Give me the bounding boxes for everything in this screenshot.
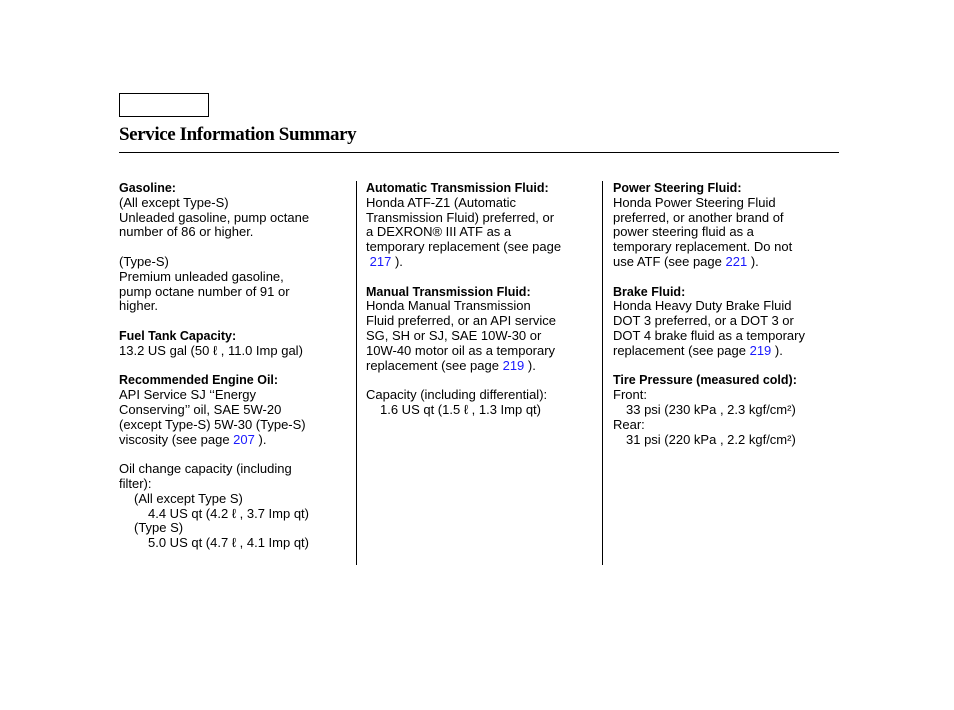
engine-oil-line (119, 433, 347, 448)
mtf-line: Honda Manual Transmission (366, 298, 531, 314)
atf-line: temporary replacement (see page (366, 239, 562, 255)
power-steering-line (613, 255, 841, 270)
column-3 (613, 181, 841, 447)
brake-fluid-section (613, 285, 841, 359)
tire-pressure-line: 33 psi (230 kPa , 2.3 kgf/cm²) (626, 401, 796, 417)
mtf-capacity-section (366, 388, 594, 418)
engine-oil-heading: Recommended Engine Oil: (119, 373, 279, 388)
atf-line: a DEXRON® III ATF as a (366, 224, 512, 240)
oil-capacity-line: Oil change capacity (including (119, 461, 292, 477)
gasoline-line: higher. (119, 298, 159, 314)
atf-section (366, 181, 594, 270)
engine-oil-section (119, 373, 347, 447)
page-title: Service Information Summary (119, 124, 357, 145)
title-rule (119, 152, 839, 153)
gasoline-line: number of 86 or higher. (119, 224, 254, 240)
atf-text: ). (391, 253, 403, 269)
mtf-section (366, 285, 594, 374)
brake-fluid-text: replacement (see page (613, 342, 750, 358)
mtf-line: 10W-40 motor oil as a temporary (366, 342, 556, 358)
gasoline-line: Premium unleaded gasoline, (119, 268, 284, 284)
engine-oil-line: API Service SJ ‘‘Energy (119, 387, 257, 403)
page-link-221[interactable]: 221 (725, 253, 748, 269)
spacer (119, 240, 347, 255)
fuel-tank-heading: Fuel Tank Capacity: (119, 328, 237, 343)
gasoline-heading: Gasoline: (119, 181, 176, 195)
power-steering-line: Honda Power Steering Fluid (613, 194, 776, 210)
oil-capacity-line: 5.0 US qt (4.7 ℓ , 4.1 Imp qt) (148, 535, 309, 551)
mtf-line: Fluid preferred, or an API service (366, 313, 557, 329)
tire-pressure-heading: Tire Pressure (measured cold): (613, 373, 797, 388)
oil-capacity-line: (Type S) (134, 520, 184, 536)
brake-fluid-line: DOT 3 preferred, or a DOT 3 or (613, 313, 794, 329)
column-2 (366, 181, 594, 418)
power-steering-line: preferred, or another brand of (613, 209, 784, 225)
mtf-text: ). (524, 357, 536, 373)
atf-line: Honda ATF-Z1 (Automatic (366, 194, 517, 210)
power-steering-section (613, 181, 841, 270)
column-divider-2 (602, 181, 603, 565)
tire-pressure-line: Rear: (613, 416, 645, 432)
mtf-capacity-line: 1.6 US qt (1.5 ℓ , 1.3 Imp qt) (380, 401, 541, 417)
brake-fluid-text: ). (771, 342, 783, 358)
nav-box[interactable] (119, 93, 209, 117)
gasoline-line: (All except Type-S) (119, 194, 229, 210)
column-divider-1 (356, 181, 357, 565)
page-link-219[interactable]: 219 (749, 342, 772, 358)
gasoline-line: pump octane number of 91 or (119, 283, 290, 299)
fuel-tank-line: 13.2 US gal (50 ℓ , 11.0 Imp gal) (119, 342, 303, 358)
engine-oil-text: viscosity (see page (119, 431, 234, 447)
gasoline-section (119, 181, 347, 314)
power-steering-heading: Power Steering Fluid: (613, 181, 742, 195)
gasoline-line: Unleaded gasoline, pump octane (119, 209, 310, 225)
power-steering-line: power steering fluid as a (613, 224, 754, 240)
mtf-capacity-line: Capacity (including differential): (366, 387, 548, 403)
page-link-207[interactable]: 207 (233, 431, 255, 447)
atf-line (366, 255, 594, 270)
tire-pressure-section (613, 373, 841, 447)
engine-oil-line: (except Type-S) 5W-30 (Type-S) (119, 416, 306, 432)
oil-capacity-section (119, 462, 347, 551)
oil-capacity-line: (All except Type S) (134, 490, 243, 506)
brake-fluid-line (613, 344, 841, 359)
column-1 (119, 181, 347, 551)
atf-line: Transmission Fluid) preferred, or (366, 209, 555, 225)
brake-fluid-line: Honda Heavy Duty Brake Fluid (613, 298, 792, 314)
page-link-219[interactable]: 219 (502, 357, 525, 373)
tire-pressure-line: 31 psi (220 kPa , 2.2 kgf/cm²) (626, 431, 796, 447)
brake-fluid-heading: Brake Fluid: (613, 284, 686, 299)
power-steering-line: temporary replacement. Do not (613, 239, 793, 255)
engine-oil-line: Conserving’’ oil, SAE 5W-20 (119, 401, 282, 417)
power-steering-text: use ATF (see page (613, 253, 726, 269)
fuel-tank-section (119, 329, 347, 359)
engine-oil-text: ). (254, 431, 267, 447)
power-steering-text: ). (747, 253, 759, 269)
gasoline-line: (Type-S) (119, 253, 169, 269)
oil-capacity-line: 4.4 US qt (4.2 ℓ , 3.7 Imp qt) (148, 505, 309, 521)
mtf-text: replacement (see page (366, 357, 503, 373)
atf-heading: Automatic Transmission Fluid: (366, 181, 549, 195)
mtf-line: SG, SH or SJ, SAE 10W-30 or (366, 327, 542, 343)
mtf-heading: Manual Transmission Fluid: (366, 284, 531, 299)
mtf-line (366, 359, 594, 374)
brake-fluid-line: DOT 4 brake fluid as a temporary (613, 327, 805, 343)
page-link-217[interactable]: 217 (369, 253, 392, 269)
tire-pressure-line: Front: (613, 387, 647, 403)
oil-capacity-line: filter): (119, 475, 152, 491)
